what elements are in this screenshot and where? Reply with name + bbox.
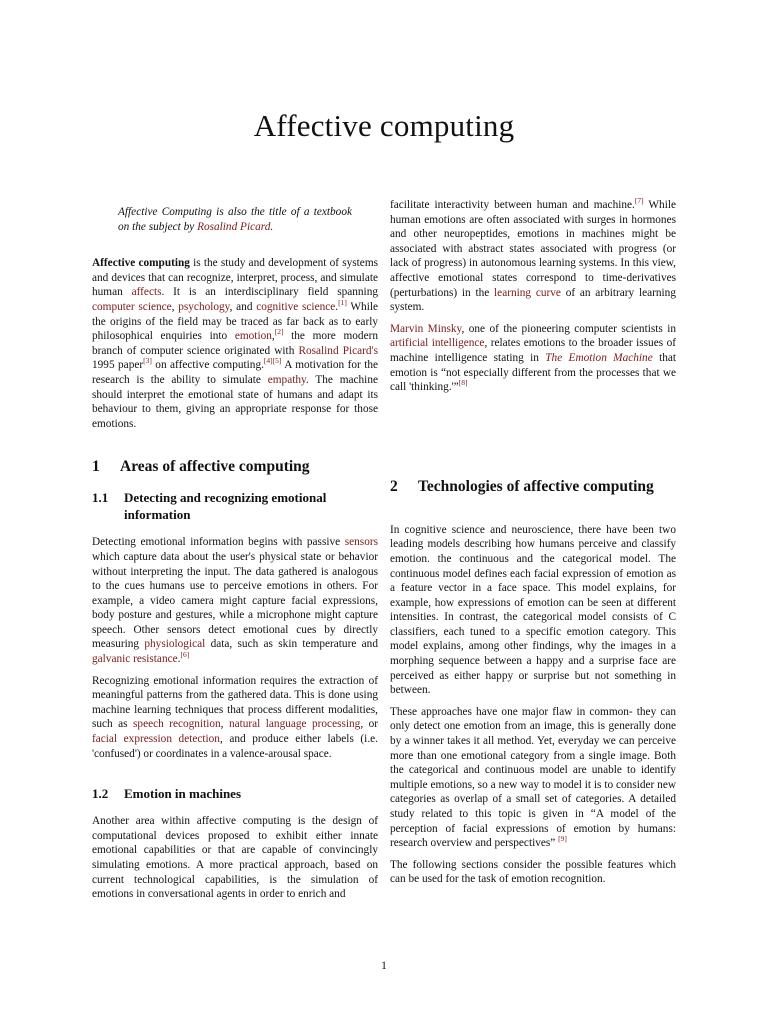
- text-run: , and produce either labels (i.e. 'confused') or coordinates in a valence-arousal space.: [92, 733, 378, 760]
- intro-paragraph: [92, 256, 378, 431]
- section-title: Areas of affective computing: [120, 458, 310, 476]
- link-galvanic-resistance[interactable]: galvanic resistance: [92, 653, 178, 666]
- text-run: data, such as skin temperature and: [205, 638, 378, 651]
- text-run: ,: [171, 300, 179, 313]
- citation-1[interactable]: [1]: [338, 298, 347, 308]
- link-emotion[interactable]: emotion: [234, 330, 272, 343]
- text-run: which capture data about the user's physical state or behavior without interpreting the input. The data gathered is analogous to the cues humans use to perceive emotions in others. For example, a video camera might capture facial expressions, body posture and gestures, while a microphone might capture speech. Other sensors detect emotional cues by directly measuring: [92, 550, 378, 651]
- citation-2[interactable]: [2]: [274, 327, 284, 337]
- subsection-number: 1.1: [92, 490, 109, 506]
- text-run: ,: [220, 718, 229, 731]
- text-run: that emotion is “not especially different from the processes that we call 'thinking.'”: [390, 351, 677, 394]
- text-run: . The machine should interpret the emotional state of humans and adapt its behaviour to them, giving an appropriate response for those emotions.: [92, 373, 378, 430]
- paragraph-minsky: [390, 322, 676, 395]
- link-sensors[interactable]: sensors: [344, 536, 378, 549]
- subsection-number: 1.2: [92, 786, 109, 802]
- hatnote-end: .: [270, 220, 274, 233]
- subsection-title: Detecting and recognizing emotional information: [124, 490, 327, 523]
- left-column: [92, 198, 378, 902]
- paragraph-following-sections: The following sections consider the possible features which can be used for the task of emotion recognition.: [390, 858, 676, 886]
- section-number: 2: [390, 477, 398, 495]
- section-title: Technologies of affective computing: [418, 477, 654, 495]
- link-rosalind-picards[interactable]: Rosalind Picard's: [298, 344, 378, 357]
- citation-3[interactable]: [3]: [143, 356, 152, 366]
- text-run: , relates emotions to the broader issues of machine intelligence stating in: [390, 337, 676, 364]
- text-run: These approaches have one major flaw in common- they can only detect one emotion from an image, this is generally done by a winner takes it all method. Yet, everyday we can perceive more than one emotional category from a single image. Both the categorical and continuous model are unable to identify multiple emotions, so a new way to model it is to consider new categories as overlap of a small set of categories. A detailed study related to this topic is given in “A model of the perception of facial expressions of emotion by humans: research overview and perspectives”: [390, 705, 676, 850]
- text-run: . It is an interdisciplinary field spanning: [161, 286, 378, 299]
- link-speech-recognition[interactable]: speech recognition: [133, 718, 221, 731]
- paragraph-emotion-in-machines: Another area within affective computing is the design of computational devices proposed to exhibit either innate emotional capabilities or that are capable of convincingly simulating emotions. A more practical approach, based on current technological capabilities, is the simulation of emotions in conversational agents in order to enrich and: [92, 815, 378, 901]
- citation-4-5[interactable]: [4][5]: [263, 356, 282, 366]
- text-run: Recognizing emotional information requires the extraction of meaningful patterns from the gathered data. This is done using machine learning techniques that process different modalities, such as: [92, 674, 378, 731]
- text-run: , one of the pioneering computer scientists in: [461, 322, 677, 335]
- link-computer-science[interactable]: computer science: [92, 300, 172, 313]
- section-1-heading: [92, 457, 378, 477]
- text-run: While the origins of the field may be traced as far back as to early philosophical enquiries into: [92, 300, 378, 343]
- link-rosalind-picard[interactable]: Rosalind Picard: [197, 220, 271, 233]
- text-run: the more modern branch of computer science originated with: [92, 330, 378, 357]
- link-cognitive-science[interactable]: cognitive science: [256, 300, 336, 313]
- section-1-2-heading: [92, 785, 378, 802]
- text-run: 1995 paper: [92, 359, 144, 372]
- link-artificial-intelligence[interactable]: artificial intelligence: [390, 337, 485, 350]
- link-marvin-minsky[interactable]: Marvin Minsky: [390, 322, 462, 335]
- text-run: A motivation for the research is the ability to simulate: [92, 359, 378, 386]
- subsection-title: Emotion in machines: [124, 786, 242, 802]
- citation-6[interactable]: [6]: [180, 650, 190, 660]
- link-psychology[interactable]: psychology: [178, 300, 230, 313]
- link-learning-curve[interactable]: learning curve: [494, 286, 561, 299]
- section-number: 1: [92, 458, 100, 476]
- text-run: .: [177, 653, 181, 666]
- link-empathy[interactable]: empathy: [267, 373, 306, 386]
- text-run: , and: [229, 300, 257, 313]
- paragraph-detecting: [92, 535, 378, 666]
- right-column: [390, 198, 676, 887]
- link-the-emotion-machine[interactable]: The Emotion Machine: [545, 351, 653, 364]
- citation-7[interactable]: [7]: [634, 196, 644, 206]
- paragraph-approaches: [390, 705, 676, 851]
- section-2-heading: [390, 477, 676, 497]
- text-run: ,: [271, 330, 275, 343]
- text-run: of an arbitrary learning system.: [390, 286, 676, 314]
- text-run: , or: [360, 718, 378, 731]
- link-affects[interactable]: affects: [131, 286, 162, 299]
- citation-8[interactable]: [8]: [458, 378, 468, 388]
- citation-9[interactable]: [9]: [558, 834, 567, 844]
- text-run: is the study and development of systems and devices that can recognize, interpret, process, and simulate human: [92, 257, 378, 299]
- page-number: 1: [381, 960, 387, 972]
- text-run: Detecting emotional information begins with passive: [92, 536, 345, 549]
- text-run: .: [335, 300, 339, 313]
- text-run: on affective computing.: [151, 359, 264, 372]
- text-run: facilitate interactivity between human and machine.: [390, 199, 635, 211]
- hatnote: [118, 205, 352, 234]
- hatnote-text: Affective Computing is also the title of a textbook on the subject by: [118, 206, 352, 233]
- intro-term: Affective computing: [92, 257, 190, 270]
- page-title: Affective computing: [253, 108, 515, 143]
- link-physiological[interactable]: physiological: [144, 638, 206, 651]
- paragraph-continued: [390, 198, 676, 315]
- paragraph-models: In cognitive science and neuroscience, there have been two leading models describing how humans perceive and classify emotion. the continuous and the categorical model. The continuous model defines each facial expression of emotion as a feature vector in a face space. This model explains, for example, how expressions of emotion can be seen at different intensities. In contrast, the categorical model consists of C classifiers, each tuned to a specific emotion category. This model explains, among other findings, why the images in a morphing sequence between a happy and a surprise face are perceived as either happy or surprise but not something in between.: [390, 523, 676, 697]
- section-1-1-heading: [92, 489, 378, 523]
- link-natural-language-processing[interactable]: natural language processing: [228, 718, 361, 731]
- paragraph-recognizing: [92, 674, 378, 762]
- link-facial-expression-detection[interactable]: facial expression detection: [92, 733, 220, 746]
- text-run: While human emotions are often associated with surges in hormones and other neuropeptides, emotions in machines might be associated with abstract states associated with progress (or lack of progress) in autonomous learning systems. In this view, affective emotional states correspond to time-derivatives (perturbations) in the: [390, 199, 676, 299]
